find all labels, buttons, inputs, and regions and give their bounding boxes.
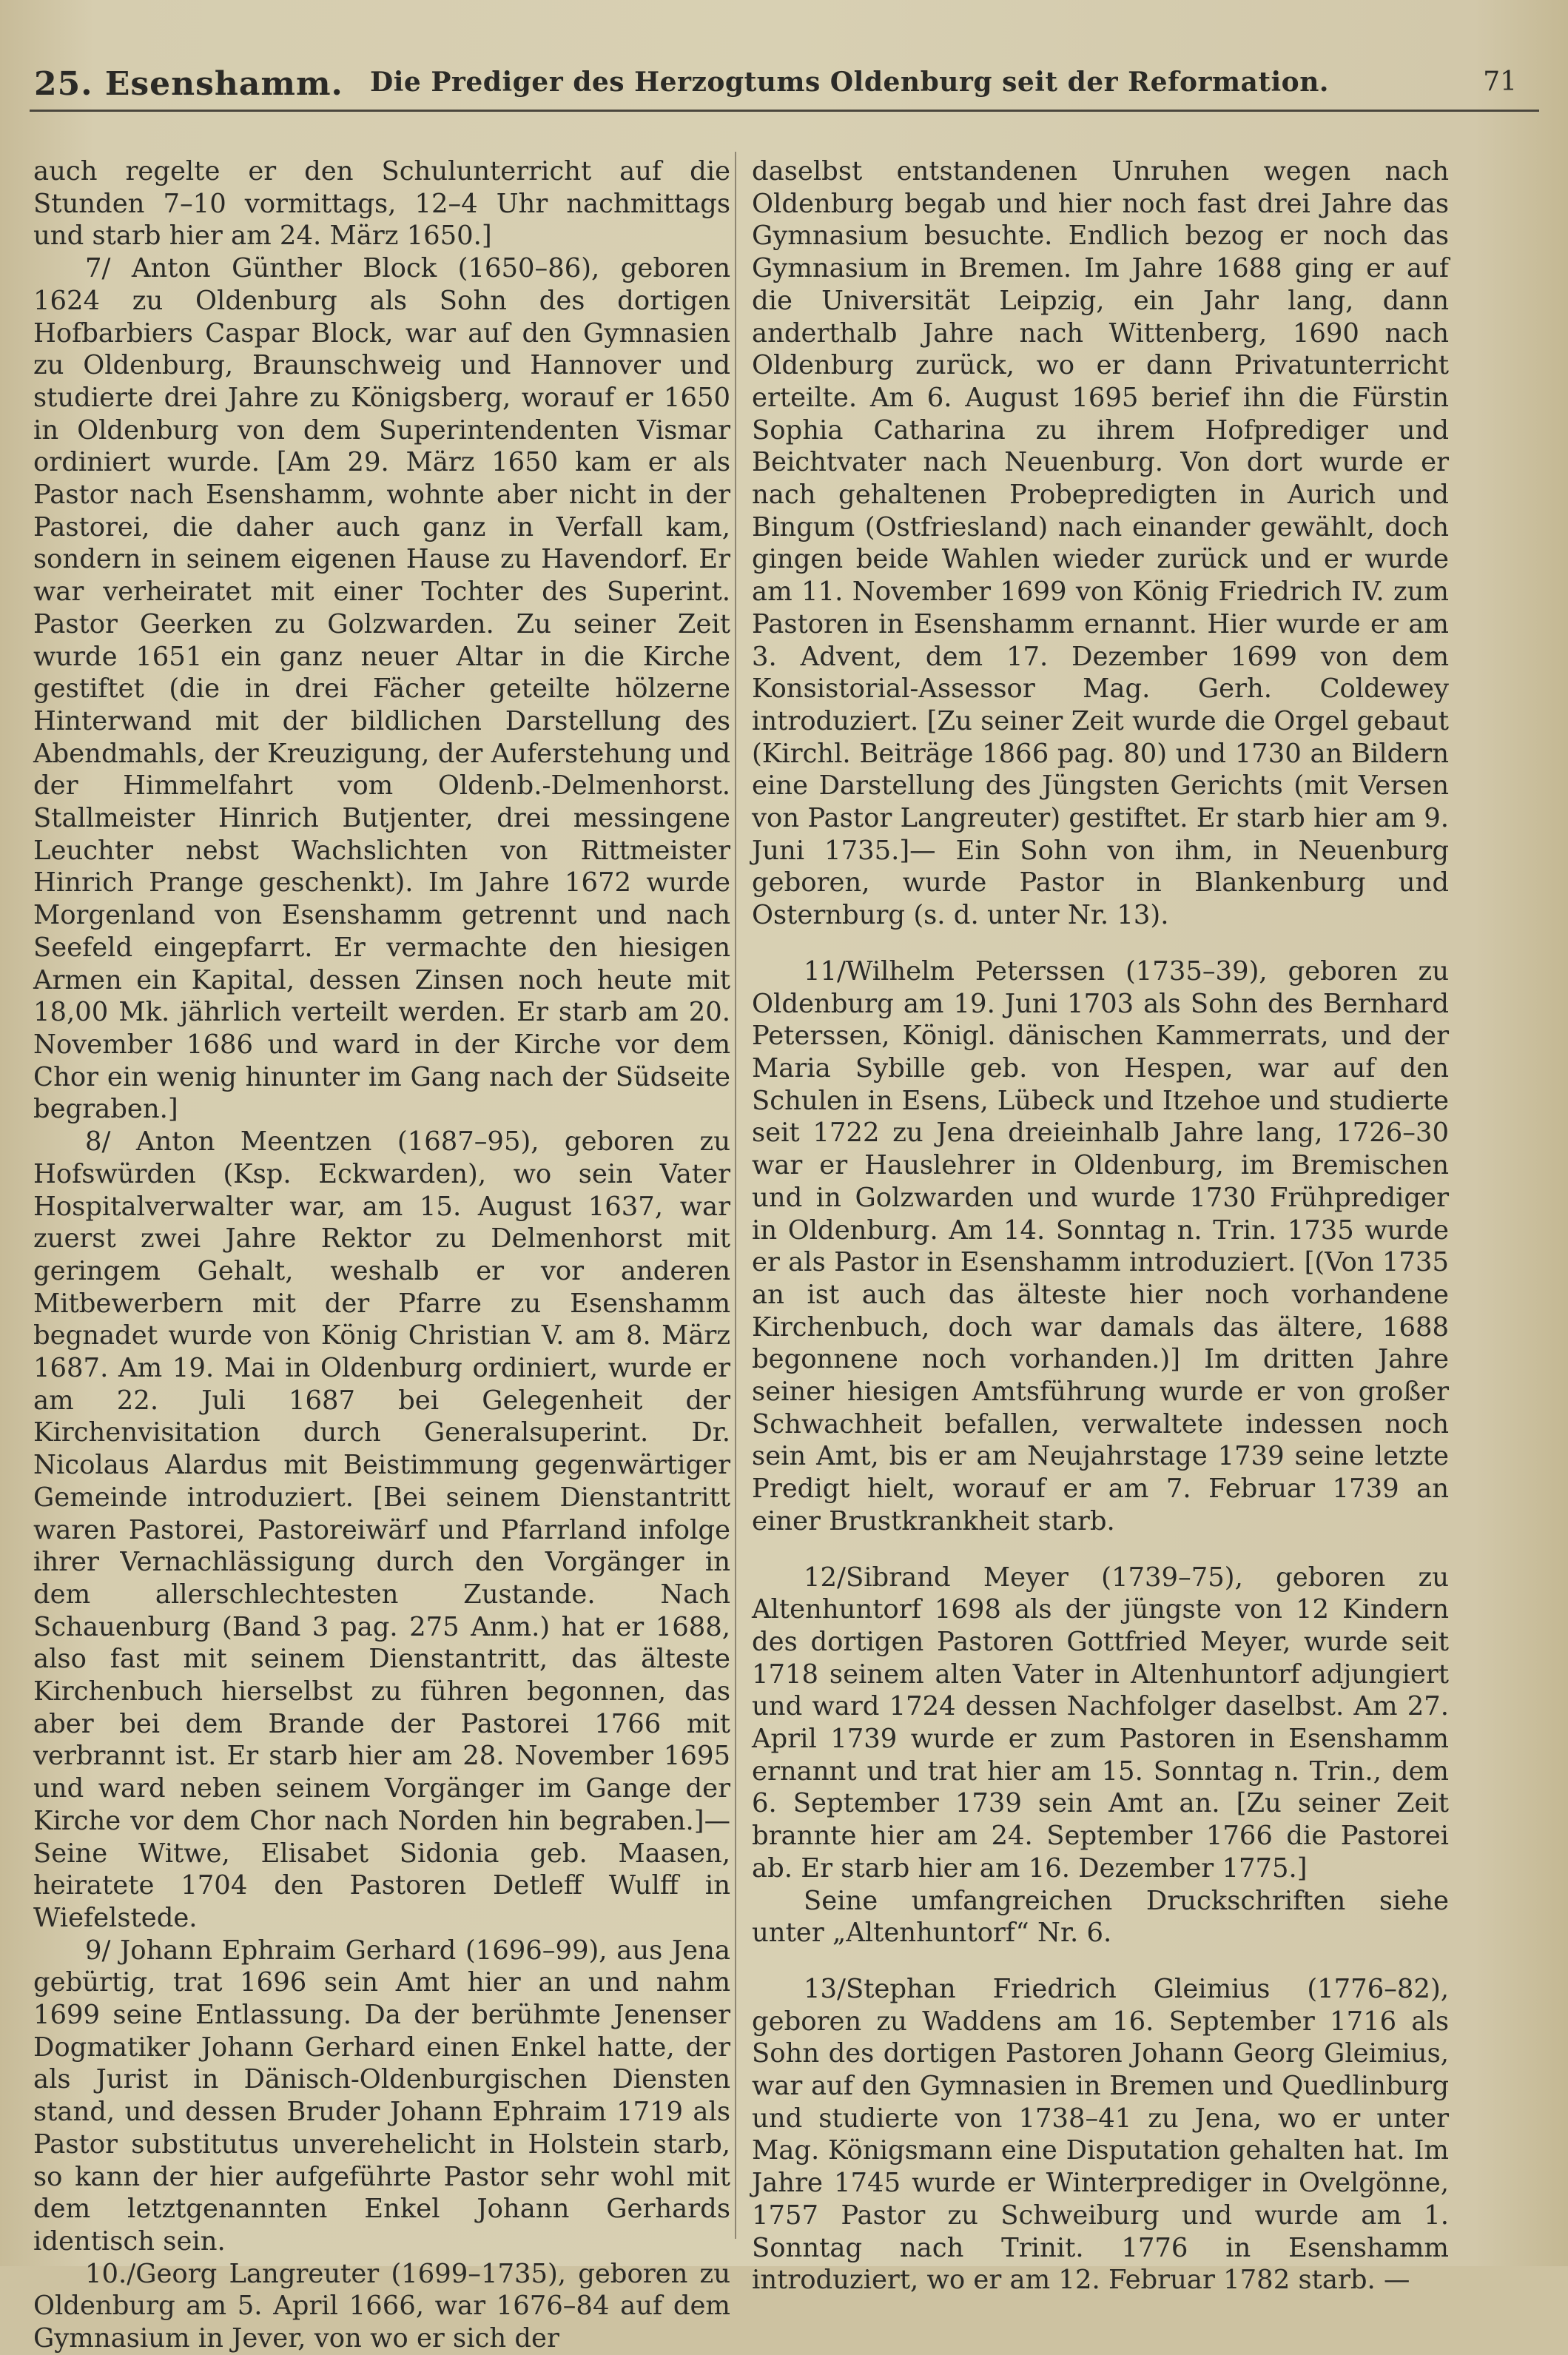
page-number: 71 (1483, 67, 1517, 97)
running-title: Die Prediger des Herzogtums Oldenburg seit der Reformation. (370, 67, 1329, 98)
entry-12-meyer: 12/Sibrand Meyer (1739–75), geboren zu Altenhuntorf 1698 als der jüngste von 12 Kindern des dortigen Pastoren Gottfried Meyer, wurde seit 1718 seinem alten Vater in Altenhuntorf adjungiert und ward 1724 dessen Nachfolger daselbst. Am 27. April 1739 wurde er zum Pastoren in Esenshamm ernannt und trat hier am 15. Sonntag n. Trin., dem 6. September 1739 sein Amt an. [Zu seiner Zeit brannte hier am 24. September 1766 die Pastorei ab. Er starb hier am 16. Dezember 1775.] (752, 1562, 1449, 1884)
paragraph: daselbst entstandenen Unruhen wegen nach Oldenburg begab und hier noch fast drei Jahre das Gymnasium besuchte. Endlich bezog er noch das Gymnasium in Bremen. Im Jahre 1688 ging er auf die Universität Leipzig, ein Jahr lang, dann anderthalb Jahre nach Wittenberg, 1690 nach Oldenburg zurück, wo er dann Privatunterricht erteilte. Am 6. August 1695 berief ihn die Fürstin Sophia Catharina zu ihrem Hofprediger und Beichtvater nach Neuenburg. Von dort wurde er nach gehaltenen Probepredigten in Aurich und Bingum (Ostfriesland) nach einander gewählt, doch gingen beide Wahlen wieder zurück und er wurde am 11. November 1699 von König Friedrich IV. zum Pastoren in Esenshamm ernannt. Hier wurde er am 3. Advent, dem 17. Dezember 1699 von dem Konsistorial-Assessor Mag. Gerh. Coldewey introduziert. [Zu seiner Zeit wurde die Orgel gebaut (Kirchl. Beiträge 1866 pag. 80) und 1730 an Bildern eine Darstellung des Jüngsten Gerichts (mit Versen von Pastor Langreuter) gestiftet. Er starb hier am 9. Juni 1735.]— Ein Sohn von ihm, in Neuenburg geboren, wurde Pastor in Blankenburg und Osternburg (s. d. unter Nr. 13). (752, 156, 1449, 931)
section-title: 25. Esenshamm. (34, 65, 343, 103)
entry-9-gerhard: 9/ Johann Ephraim Gerhard (1696–99), aus Jena gebürtig, trat 1696 sein Amt hier an und nahm 1699 seine Entlassung. Da der berühmte Jenenser Dogmatiker Johann Gerhard einen Enkel hatte, der als Jurist in Dänisch-Oldenburgischen Diensten stand, und dessen Bruder Johann Ephraim 1719 als Pastor substitutus unverehelicht in Holstein starb, so kann der hier aufgeführte Pastor sehr wohl mit dem letztgenannten Enkel Johann Gerhards identisch sein. (33, 1935, 730, 2257)
entry-10-langreuter: 10./Georg Langreuter (1699–1735), geboren zu Oldenburg am 5. April 1666, war 1676–84 auf dem Gymnasium in Jever, von wo er sich der (33, 2258, 730, 2354)
entry-11-peterssen: 11/Wilhelm Peterssen (1735–39), geboren zu Oldenburg am 19. Juni 1703 als Sohn des Bernhard Peterssen, Königl. dänischen Kammerrats, und der Maria Sybille geb. von Hespen, war auf den Schulen in Esens, Lübeck und Itzehoe und studierte seit 1722 zu Jena dreieinhalb Jahre lang, 1726–30 war er Hauslehrer in Oldenburg, im Bremischen und in Golzwarden und wurde 1730 Frühprediger in Oldenburg. Am 14. Sonntag n. Trin. 1735 wurde er als Pastor in Esenshamm introduziert. [(Von 1735 an ist auch das älteste hier noch vorhandene Kirchenbuch, doch war damals das ältere, 1688 begonnene noch vorhanden.)] Im dritten Jahre seiner hiesigen Amtsführung wurde er von großer Schwachheit befallen, verwaltete indessen noch sein Amt, bis er am Neujahrstage 1739 seine letzte Predigt hielt, worauf er am 7. Februar 1739 an einer Brustkrankheit starb. (752, 955, 1449, 1536)
right-column (752, 155, 1449, 2297)
page-header (30, 58, 1539, 112)
left-column (33, 155, 730, 2355)
entry-7-block: 7/ Anton Günther Block (1650–86), geboren 1624 zu Oldenburg als Sohn des dortigen Hofbarbiers Caspar Block, war auf den Gymnasien zu Oldenburg, Braunschweig und Hannover und studierte drei Jahre zu Königsberg, worauf er 1650 in Oldenburg von dem Superintendenten Vismar ordiniert wurde. [Am 29. März 1650 kam er als Pastor nach Esenshamm, wohnte aber nicht in der Pastorei, die daher auch ganz in Verfall kam, sondern in seinem eigenen Hause zu Havendorf. Er war verheiratet mit einer Tochter des Superint. Pastor Geerken zu Golzwarden. Zu seiner Zeit wurde 1651 ein ganz neuer Altar in die Kirche gestiftet (die in drei Fächer geteilte hölzerne Hinterwand mit der bildlichen Darstellung des Abendmahls, der Kreuzigung, der Auferstehung und der Himmelfahrt vom Oldenb.-Delmenhorst. Stallmeister Hinrich Butjenter, drei messingene Leuchter nebst Wachslichten von Rittmeister Hinrich Prange geschenkt). Im Jahre 1672 wurde Morgenland von Esenshamm getrennt und nach Seefeld eingepfarrt. Er vermachte den hiesigen Armen ein Kapital, dessen Zinsen noch heute mit 18,00 Mk. jährlich verteilt werden. Er starb am 20. November 1686 und ward in der Kirche vor dem Chor ein wenig hinunter im Gang nach der Südseite begraben.] (33, 253, 730, 1125)
publications-note: Seine umfangreichen Druckschriften siehe unter „Altenhuntorf“ Nr. 6. (752, 1885, 1449, 1949)
entry-13-gleimius: 13/Stephan Friedrich Gleimius (1776–82), geboren zu Waddens am 16. September 1716 als Sohn des dortigen Pastoren Johann Georg Gleimius, war auf den Gymnasien in Bremen und Quedlinburg und studierte von 1738–41 zu Jena, wo er unter Mag. Königsmann eine Disputation gehalten hat. Im Jahre 1745 wurde er Winterprediger in Ovelgönne, 1757 Pastor zu Schweiburg und wurde am 1. Sonntag nach Trinit. 1776 in Esenshamm introduziert, wo er am 12. Februar 1782 starb. — (752, 1973, 1449, 2296)
entry-8-meentzen: 8/ Anton Meentzen (1687–95), geboren zu Hofswürden (Ksp. Eckwarden), wo sein Vater Hospitalverwalter war, am 15. August 1637, war zuerst zwei Jahre Rektor zu Delmenhorst mit geringem Gehalt, weshalb er vor anderen Mitbewerbern mit der Pfarre zu Esenshamm begnadet wurde von König Christian V. am 8. März 1687. Am 19. Mai in Oldenburg ordiniert, wurde er am 22. Juli 1687 bei Gelegenheit der Kirchenvisitation durch Generalsuperint. Dr. Nicolaus Alardus mit Beistimmung gegenwärtiger Gemeinde introduziert. [Bei seinem Dienstantritt waren Pastorei, Pastoreiwärf und Pfarrland infolge ihrer Vernachlässigung durch den Vorgänger in dem allerschlechtesten Zustande. Nach Schauenburg (Band 3 pag. 275 Anm.) hat er 1688, also fast mit seinem Dienstantritt, das älteste Kirchenbuch hierselbst zu führen begonnen, das aber bei dem Brande der Pastorei 1766 mit verbrannt ist. Er starb hier am 28. November 1695 und ward neben seinem Vorgänger im Gange der Kirche vor dem Chor nach Norden hin begraben.]— Seine Witwe, Elisabet Sidonia geb. Maasen, heiratete 1704 den Pastoren Detleff Wulff in Wiefelstede. (33, 1126, 730, 1933)
column-divider (735, 152, 736, 2239)
paragraph: auch regelte er den Schulunterricht auf die Stunden 7–10 vormittags, 12–4 Uhr nachmittags und starb hier am 24. März 1650.] (33, 156, 730, 252)
